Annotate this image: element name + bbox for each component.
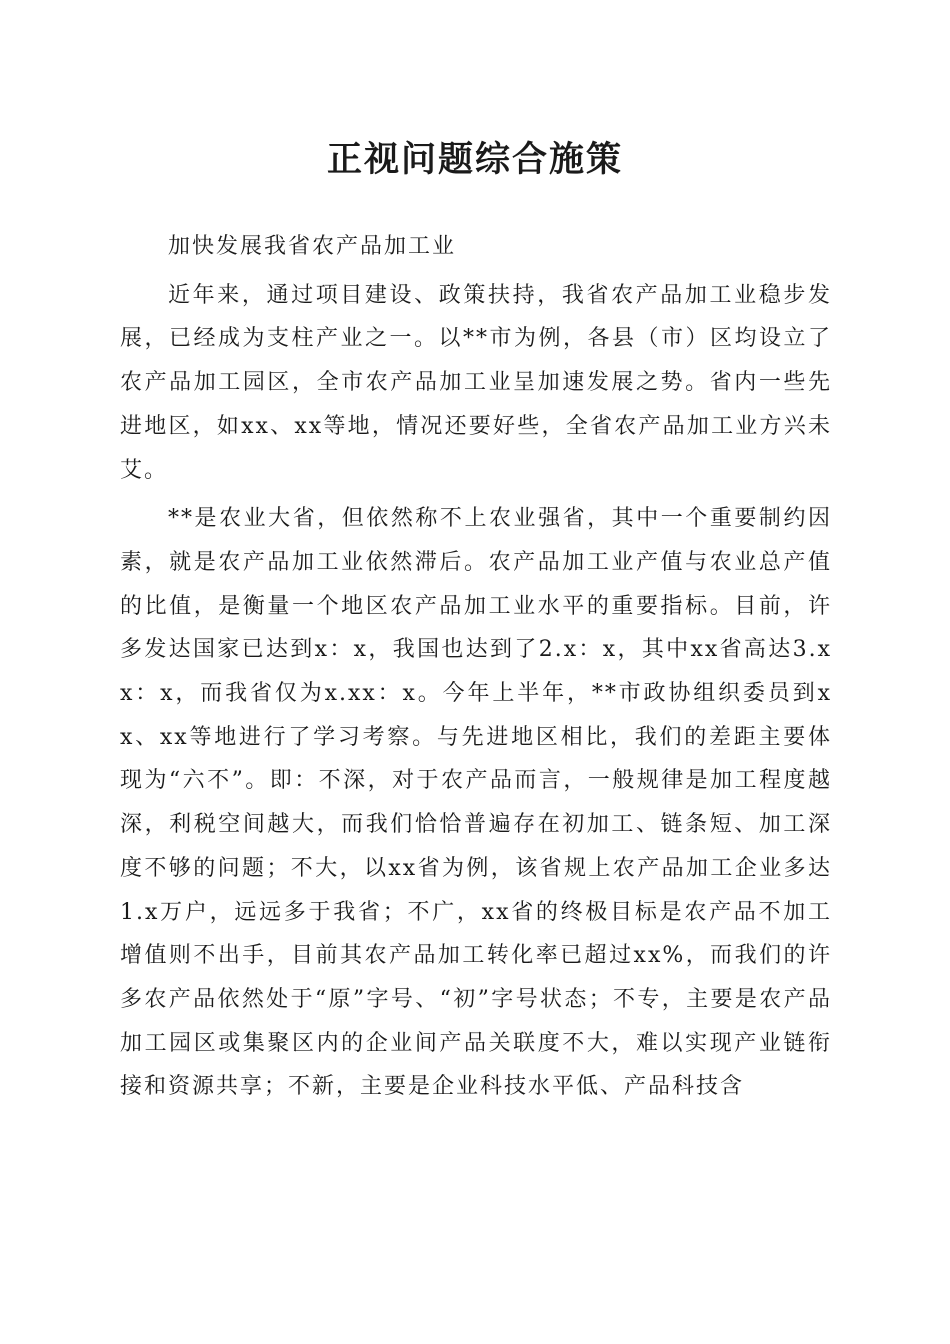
body-paragraph: **是农业大省，但依然称不上农业强省，其中一个重要制约因素，就是农产品加工业依然滞后。农产品加工业产值与农业总产值的比值，是衡量一个地区农产品加工业水平的重要指标。目前，许多发达国家已达到x：x，我国也达到了2.x：x，其中xx省高达3.xx：x，而我省仅为x.xx：x。今年上半年，**市政协组织委员到xx、xx等地进行了学习考察。与先进地区相比，我们的差距主要体现为“六不”。即：不深，对于农产品而言，一般规律是加工程度越深，利税空间越大，而我们恰恰普遍存在初加工、链条短、加工深度不够的问题；不大，以xx省为例，该省规上农产品加工企业多达1.x万户，远远多于我省；不广，xx省的终极目标是农产品不加工增值则不出手，目前其农产品加工转化率已超过xx%，而我们的许多农产品依然处于“原”字号、“初”字号状态；不专，主要是农产品加工园区或集聚区内的企业间产品关联度不大，难以实现产业链衔接和资源共享；不新，主要是企业科技水平低、产品科技含	[120, 506, 832, 1100]
body-paragraph: 近年来，通过项目建设、政策扶持，我省农产品加工业稳步发展，已经成为支柱产业之一。以**市为例，各县（市）区均设立了农产品加工园区，全市农产品加工业呈加速发展之势。省内一些先进地区，如xx、xx等地，情况还要好些，全省农产品加工业方兴未艾。	[120, 282, 832, 483]
document-title: 正视问题综合施策	[326, 139, 623, 180]
document-subtitle: 加快发展我省农产品加工业	[168, 234, 457, 259]
document-body	[120, 225, 832, 1109]
